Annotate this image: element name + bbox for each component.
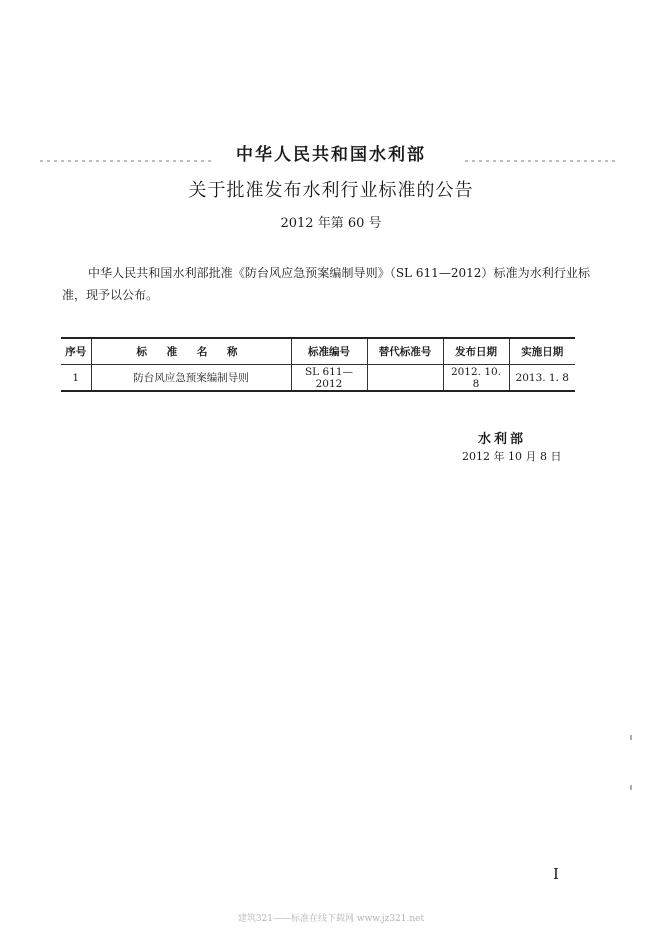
header-replaced: 替代标准号 [367, 338, 443, 365]
table-row [61, 365, 575, 392]
notice-body-paragraph: 中华人民共和国水利部批准《防台风应急预案编制导则》（SL 611—2012）标准为水利行业标准，现予以公布。 [62, 266, 590, 302]
cell-replaced [367, 365, 443, 392]
scan-artifact-line-left [40, 160, 215, 162]
scan-artifact-line-right [465, 160, 615, 162]
header-code: 标准编号 [291, 338, 367, 365]
header-effective-date: 实施日期 [509, 338, 575, 365]
header-seq: 序号 [61, 338, 91, 365]
cell-seq: 1 [61, 365, 91, 392]
cell-effective-date: 2013. 1. 8 [509, 365, 575, 392]
cell-name: 防台风应急预案编制导则 [91, 365, 291, 392]
cell-code: SL 611—2012 [291, 365, 367, 392]
footer-watermark: 建筑321——标准在线下载网 www.jz321.net [237, 914, 425, 924]
cell-publish-date: 2012. 10. 8 [443, 365, 509, 392]
standards-table [61, 337, 575, 392]
scan-speck [630, 785, 632, 790]
notice-title: 关于批准发布水利行业标准的公告 [188, 180, 474, 201]
notice-number: 2012 年第 60 号 [280, 216, 382, 231]
ministry-heading: 中华人民共和国水利部 [236, 145, 426, 165]
table-header-row [61, 338, 575, 365]
issuer-name: 水利部 [478, 432, 527, 447]
scan-speck [630, 735, 632, 740]
issue-date: 2012 年 10 月 8 日 [462, 450, 562, 463]
header-name: 标 准 名 称 [91, 338, 291, 365]
page-number: I [553, 865, 559, 883]
header-publish-date: 发布日期 [443, 338, 509, 365]
